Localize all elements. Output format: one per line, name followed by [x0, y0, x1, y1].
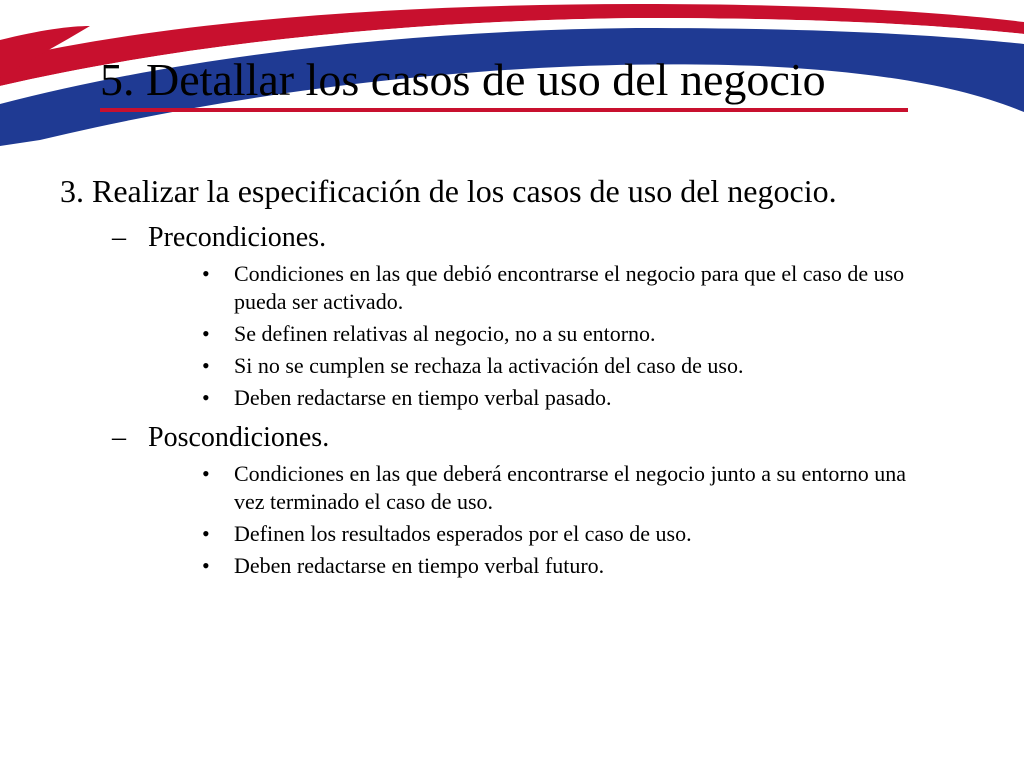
- list-item: • Condiciones en las que deberá encontrarse el negocio junto a su entorno una vez terminado el caso de uso.: [202, 461, 906, 514]
- section-poscondiciones: [60, 420, 960, 580]
- slide-content: [60, 170, 960, 580]
- bullet-marker: •: [202, 461, 210, 486]
- list-item: • Definen los resultados esperados por el caso de uso.: [202, 521, 692, 546]
- list-item: • Deben redactarse en tiempo verbal futuro.: [202, 553, 605, 578]
- bullet-marker: •: [202, 385, 210, 410]
- section-heading: Poscondiciones.: [148, 422, 330, 453]
- bullet-marker: •: [202, 261, 210, 286]
- list-item: • Condiciones en las que debió encontrarse el negocio para que el caso de uso pueda ser activado.: [202, 261, 905, 314]
- section-heading: Precondiciones.: [148, 222, 327, 253]
- bullet-marker: •: [202, 521, 210, 546]
- list-item: • Deben redactarse en tiempo verbal pasado.: [202, 385, 612, 410]
- bullet-list: [60, 260, 960, 412]
- slide-title: 5. Detallar los casos de uso del negocio: [100, 54, 826, 105]
- main-point: 3. Realizar la especificación de los casos de uso del negocio.: [60, 173, 837, 209]
- bullet-marker: •: [202, 553, 210, 578]
- bullet-marker: •: [202, 353, 210, 378]
- section-precondiciones: [60, 220, 960, 412]
- title-underline: [100, 108, 908, 112]
- list-item: • Se definen relativas al negocio, no a su entorno.: [202, 321, 656, 346]
- list-item: • Si no se cumplen se rechaza la activación del caso de uso.: [202, 353, 744, 378]
- bullet-list: [60, 460, 960, 580]
- bullet-marker: •: [202, 321, 210, 346]
- dash-marker: –: [112, 422, 126, 453]
- dash-marker: –: [112, 222, 126, 253]
